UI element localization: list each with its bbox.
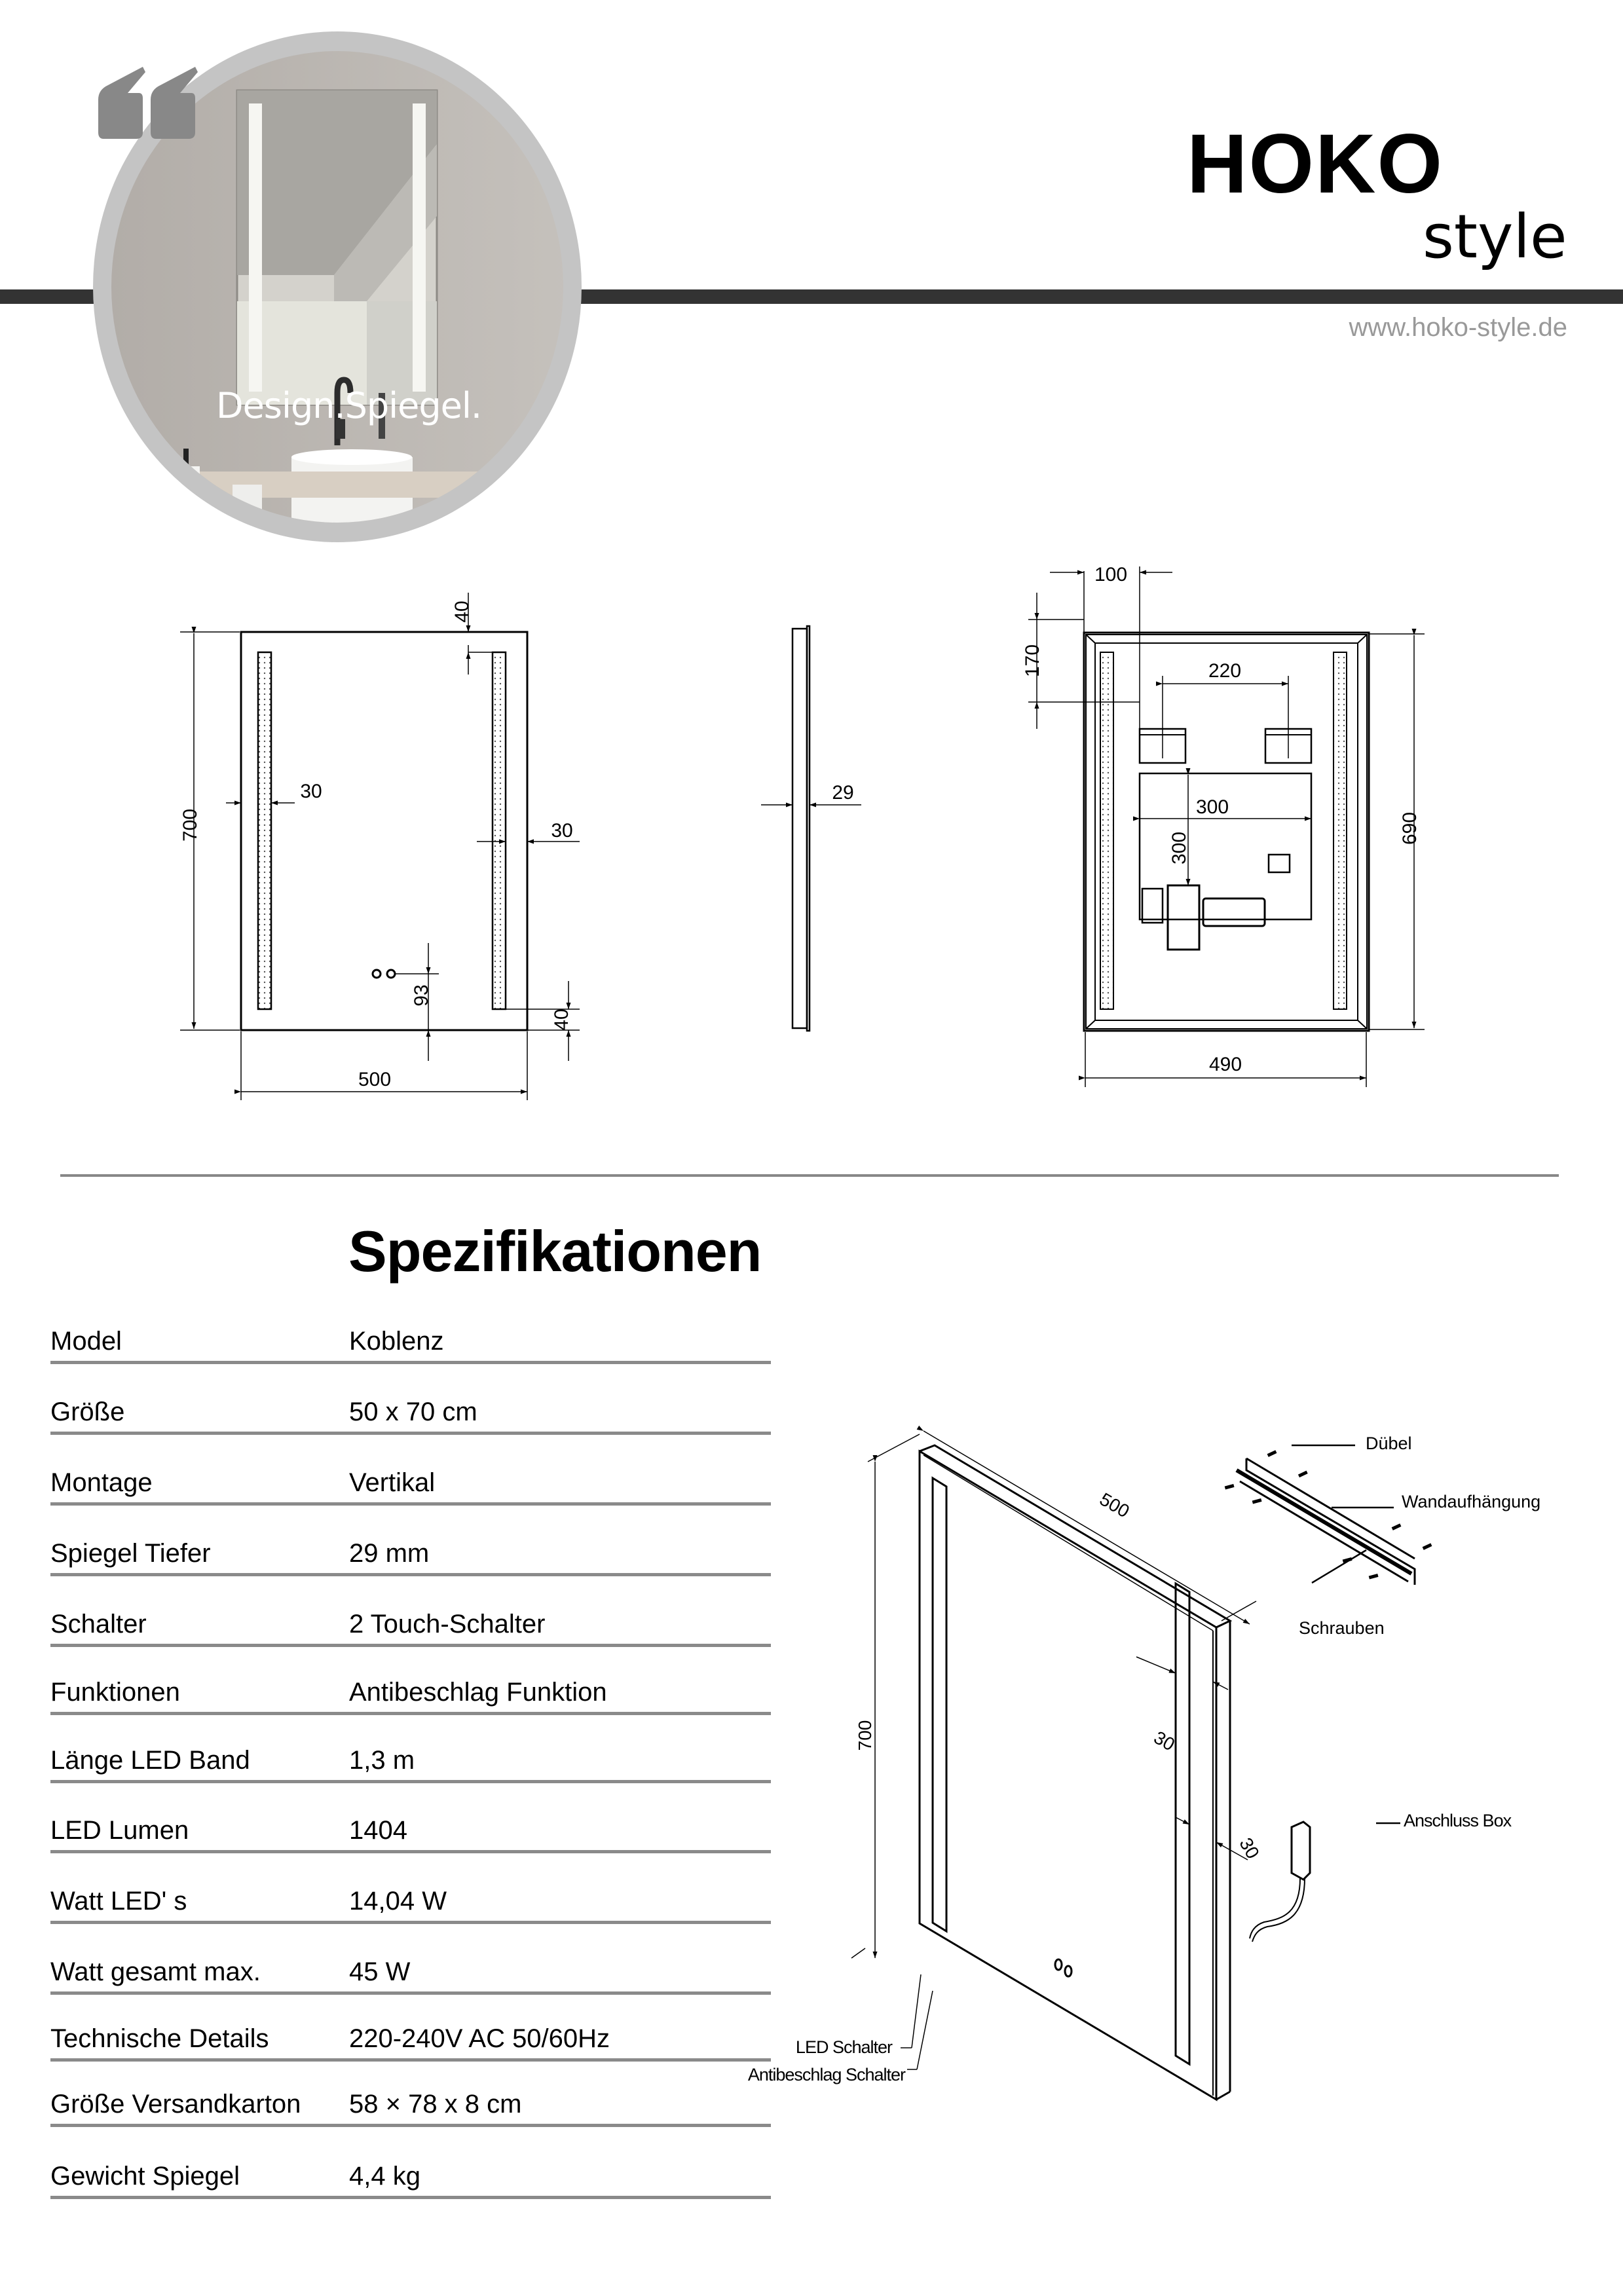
spec-label: Watt gesamt max. <box>50 1957 261 1986</box>
back-offset-top-label: 170 <box>1022 644 1043 678</box>
spec-row <box>50 1506 771 1576</box>
spec-row <box>50 1576 771 1647</box>
spec-value: 1404 <box>349 1816 407 1845</box>
callout-lines <box>901 1445 1400 2069</box>
spec-value: 220-240V AC 50/60Hz <box>349 2024 610 2053</box>
brand-logo-sub: style <box>1423 202 1567 272</box>
header-bar-right <box>578 289 1623 304</box>
spec-label: Watt LED' s <box>50 1887 187 1916</box>
spec-label: LED Lumen <box>50 1816 189 1845</box>
spec-row <box>50 1924 771 1995</box>
iso-height-label: 700 <box>855 1720 875 1751</box>
side-view-drawing <box>761 626 861 1031</box>
back-hanger-spacing-label: 220 <box>1208 660 1242 682</box>
callout-dowel: Dübel <box>1366 1434 1412 1453</box>
spec-row <box>50 1293 771 1364</box>
back-offset-left-label: 100 <box>1094 564 1128 585</box>
photo-caption: Design.Spiegel. <box>216 385 482 426</box>
spec-row-underline <box>50 2196 771 2199</box>
spec-label: Montage <box>50 1468 153 1497</box>
isometric-drawing <box>747 1408 1623 2128</box>
spec-title: Spezifikationen <box>348 1219 762 1284</box>
spec-value: 1,3 m <box>349 1746 415 1775</box>
back-width-label: 490 <box>1208 1054 1242 1075</box>
junction-box-icon <box>1250 1822 1310 1942</box>
spec-value: Antibeschlag Funktion <box>349 1678 607 1707</box>
spec-label: Technische Details <box>50 2024 269 2053</box>
spec-label: Größe Versandkarton <box>50 2090 301 2119</box>
spec-label: Schalter <box>50 1610 147 1639</box>
section-divider <box>60 1174 1559 1177</box>
spec-value: 2 Touch-Schalter <box>349 1610 546 1639</box>
front-switch-height-label: 93 <box>411 984 432 1007</box>
front-height-label: 700 <box>179 808 201 842</box>
front-bottom-margin-label: 40 <box>551 1009 572 1031</box>
spec-row <box>50 1853 771 1924</box>
spec-value: 14,04 W <box>349 1887 447 1916</box>
quote-mark-icon <box>98 67 203 142</box>
spec-value: 45 W <box>349 1957 411 1986</box>
back-view-geometry <box>1084 633 1369 1031</box>
spec-label: Länge LED Band <box>50 1746 250 1775</box>
spec-row <box>50 1435 771 1506</box>
back-box-width-label: 300 <box>1195 796 1229 818</box>
spec-label: Größe <box>50 1398 125 1426</box>
iso-inset-label-1: 30 <box>1150 1727 1178 1755</box>
iso-width-label: 500 <box>1096 1489 1133 1522</box>
spec-label: Gewicht Spiegel <box>50 2162 240 2191</box>
callout-antifog-switch: Antibeschlag Schalter <box>747 2065 905 2084</box>
back-view-dimensions <box>1028 566 1425 1087</box>
iso-inset-label-2: 30 <box>1235 1834 1263 1862</box>
front-inset-left-label: 30 <box>300 781 322 802</box>
spec-row <box>50 2128 771 2199</box>
wall-mount-bracket <box>1237 1458 1415 1585</box>
spec-value: Koblenz <box>349 1327 444 1356</box>
photo-mirror <box>237 90 437 405</box>
website-link[interactable]: www.hoko-style.de <box>1349 313 1567 342</box>
spec-label: Funktionen <box>50 1678 180 1707</box>
spec-value: 29 mm <box>349 1539 430 1568</box>
side-depth-label: 29 <box>832 782 854 804</box>
front-width-label: 500 <box>358 1069 392 1090</box>
brand-logo-main: HOKO <box>1187 117 1444 211</box>
front-view-drawing <box>180 593 580 1100</box>
spec-value: Vertikal <box>349 1468 436 1497</box>
front-inset-right-label: 30 <box>551 820 573 842</box>
header-bar-left <box>0 289 98 304</box>
spec-row <box>50 1644 771 1715</box>
spec-value: 58 × 78 x 8 cm <box>349 2090 522 2119</box>
iso-mirror <box>920 1445 1230 2100</box>
spec-label: Model <box>50 1327 122 1356</box>
spec-row-underline <box>50 2124 771 2127</box>
back-box-height-label: 300 <box>1168 831 1190 865</box>
spec-row <box>50 2056 771 2127</box>
spec-row <box>50 1991 771 2062</box>
spec-row <box>50 1783 771 1853</box>
back-height-label: 690 <box>1399 811 1421 845</box>
callout-junction-box: Anschluss Box <box>1404 1811 1512 1830</box>
spec-value: 4,4 kg <box>349 2162 420 2191</box>
technical-drawings <box>0 550 1623 1139</box>
callout-wall-mount: Wandaufhängung <box>1402 1492 1541 1511</box>
spec-value: 50 x 70 cm <box>349 1398 477 1426</box>
spec-row <box>50 1713 771 1783</box>
spec-row <box>50 1364 771 1435</box>
spec-label: Spiegel Tiefer <box>50 1539 211 1568</box>
front-top-margin-label: 40 <box>451 601 473 623</box>
callout-screws: Schrauben <box>1299 1618 1385 1638</box>
callout-led-switch: LED Schalter <box>795 2037 892 2057</box>
iso-dimensions <box>851 1431 1256 1958</box>
